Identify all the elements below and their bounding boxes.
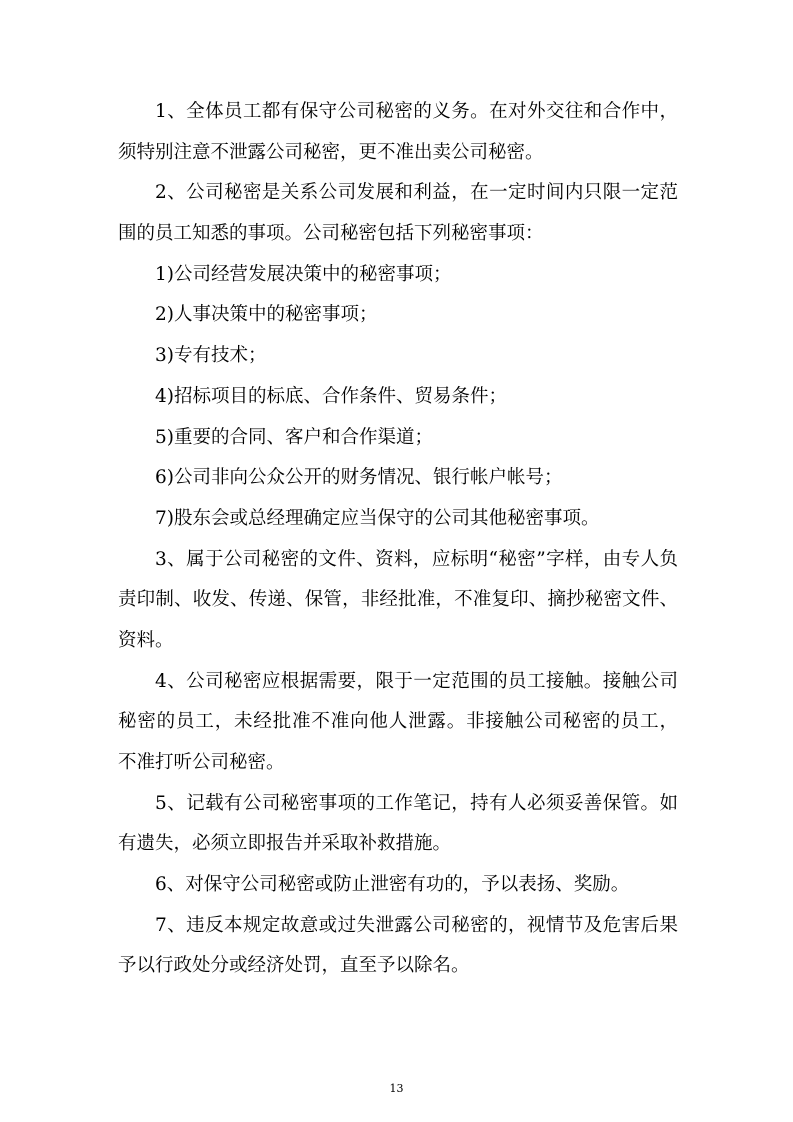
clause-4-line-2: 秘密的员工，未经批准不准向他人泄露。非接触公司秘密的员工，	[118, 711, 678, 733]
clause-6-line-1: 6、对保守公司秘密或防止泄密有功的，予以表扬、奖励。	[155, 874, 630, 896]
secret-item-5: 5)重要的合同、客户和合作渠道；	[155, 426, 433, 448]
clause-5-line-1: 5、记载有公司秘密事项的工作笔记，持有人必须妥善保管。如	[155, 792, 678, 814]
clause-1-line-2: 须特别注意不泄露公司秘密，更不准出卖公司秘密。	[118, 141, 544, 163]
clause-2-line-2: 围的员工知悉的事项。公司秘密包括下列秘密事项：	[118, 223, 544, 245]
clause-4-line-3: 不准打听公司秘密。	[118, 752, 285, 773]
clause-1-line-1: 1、全体员工都有保守公司秘密的义务。在对外交往和合作中，	[155, 101, 678, 122]
secret-item-3: 3)专有技术；	[155, 345, 267, 367]
secret-item-1: 1)公司经营发展决策中的秘密事项；	[155, 263, 452, 285]
clause-3-line-3: 资料。	[118, 629, 174, 651]
clause-5-line-2: 有遗失，必须立即报告并采取补救措施。	[118, 833, 452, 855]
clause-7-line-2: 予以行政处分或经济处罚，直至予以除名。	[118, 955, 470, 977]
secret-item-2: 2)人事决策中的秘密事项；	[155, 304, 378, 326]
clause-7-line-1: 7、违反本规定故意或过失泄露公司秘密的，视情节及危害后果	[155, 914, 678, 936]
clause-3-line-2: 责印制、收发、传递、保管，非经批准，不准复印、摘抄秘密文件、	[118, 589, 678, 611]
page-number: 13	[389, 1082, 404, 1095]
clause-2-line-1: 2、公司秘密是关系公司发展和利益，在一定时间内只限一定范	[155, 182, 678, 204]
secret-item-7: 7)股东会或总经理确定应当保守的公司其他秘密事项。	[155, 507, 600, 529]
secret-item-4: 4)招标项目的标底、合作条件、贸易条件；	[155, 385, 507, 407]
clause-4-line-1: 4、公司秘密应根据需要，限于一定范围的员工接触。接触公司	[155, 670, 678, 692]
clause-3-line-1: 3、属于公司秘密的文件、资料，应标明“秘密”字样，由专人负	[155, 548, 678, 570]
document-body	[118, 92, 678, 987]
secret-item-6: 6)公司非向公众公开的财务情况、银行帐户帐号；	[155, 467, 563, 489]
